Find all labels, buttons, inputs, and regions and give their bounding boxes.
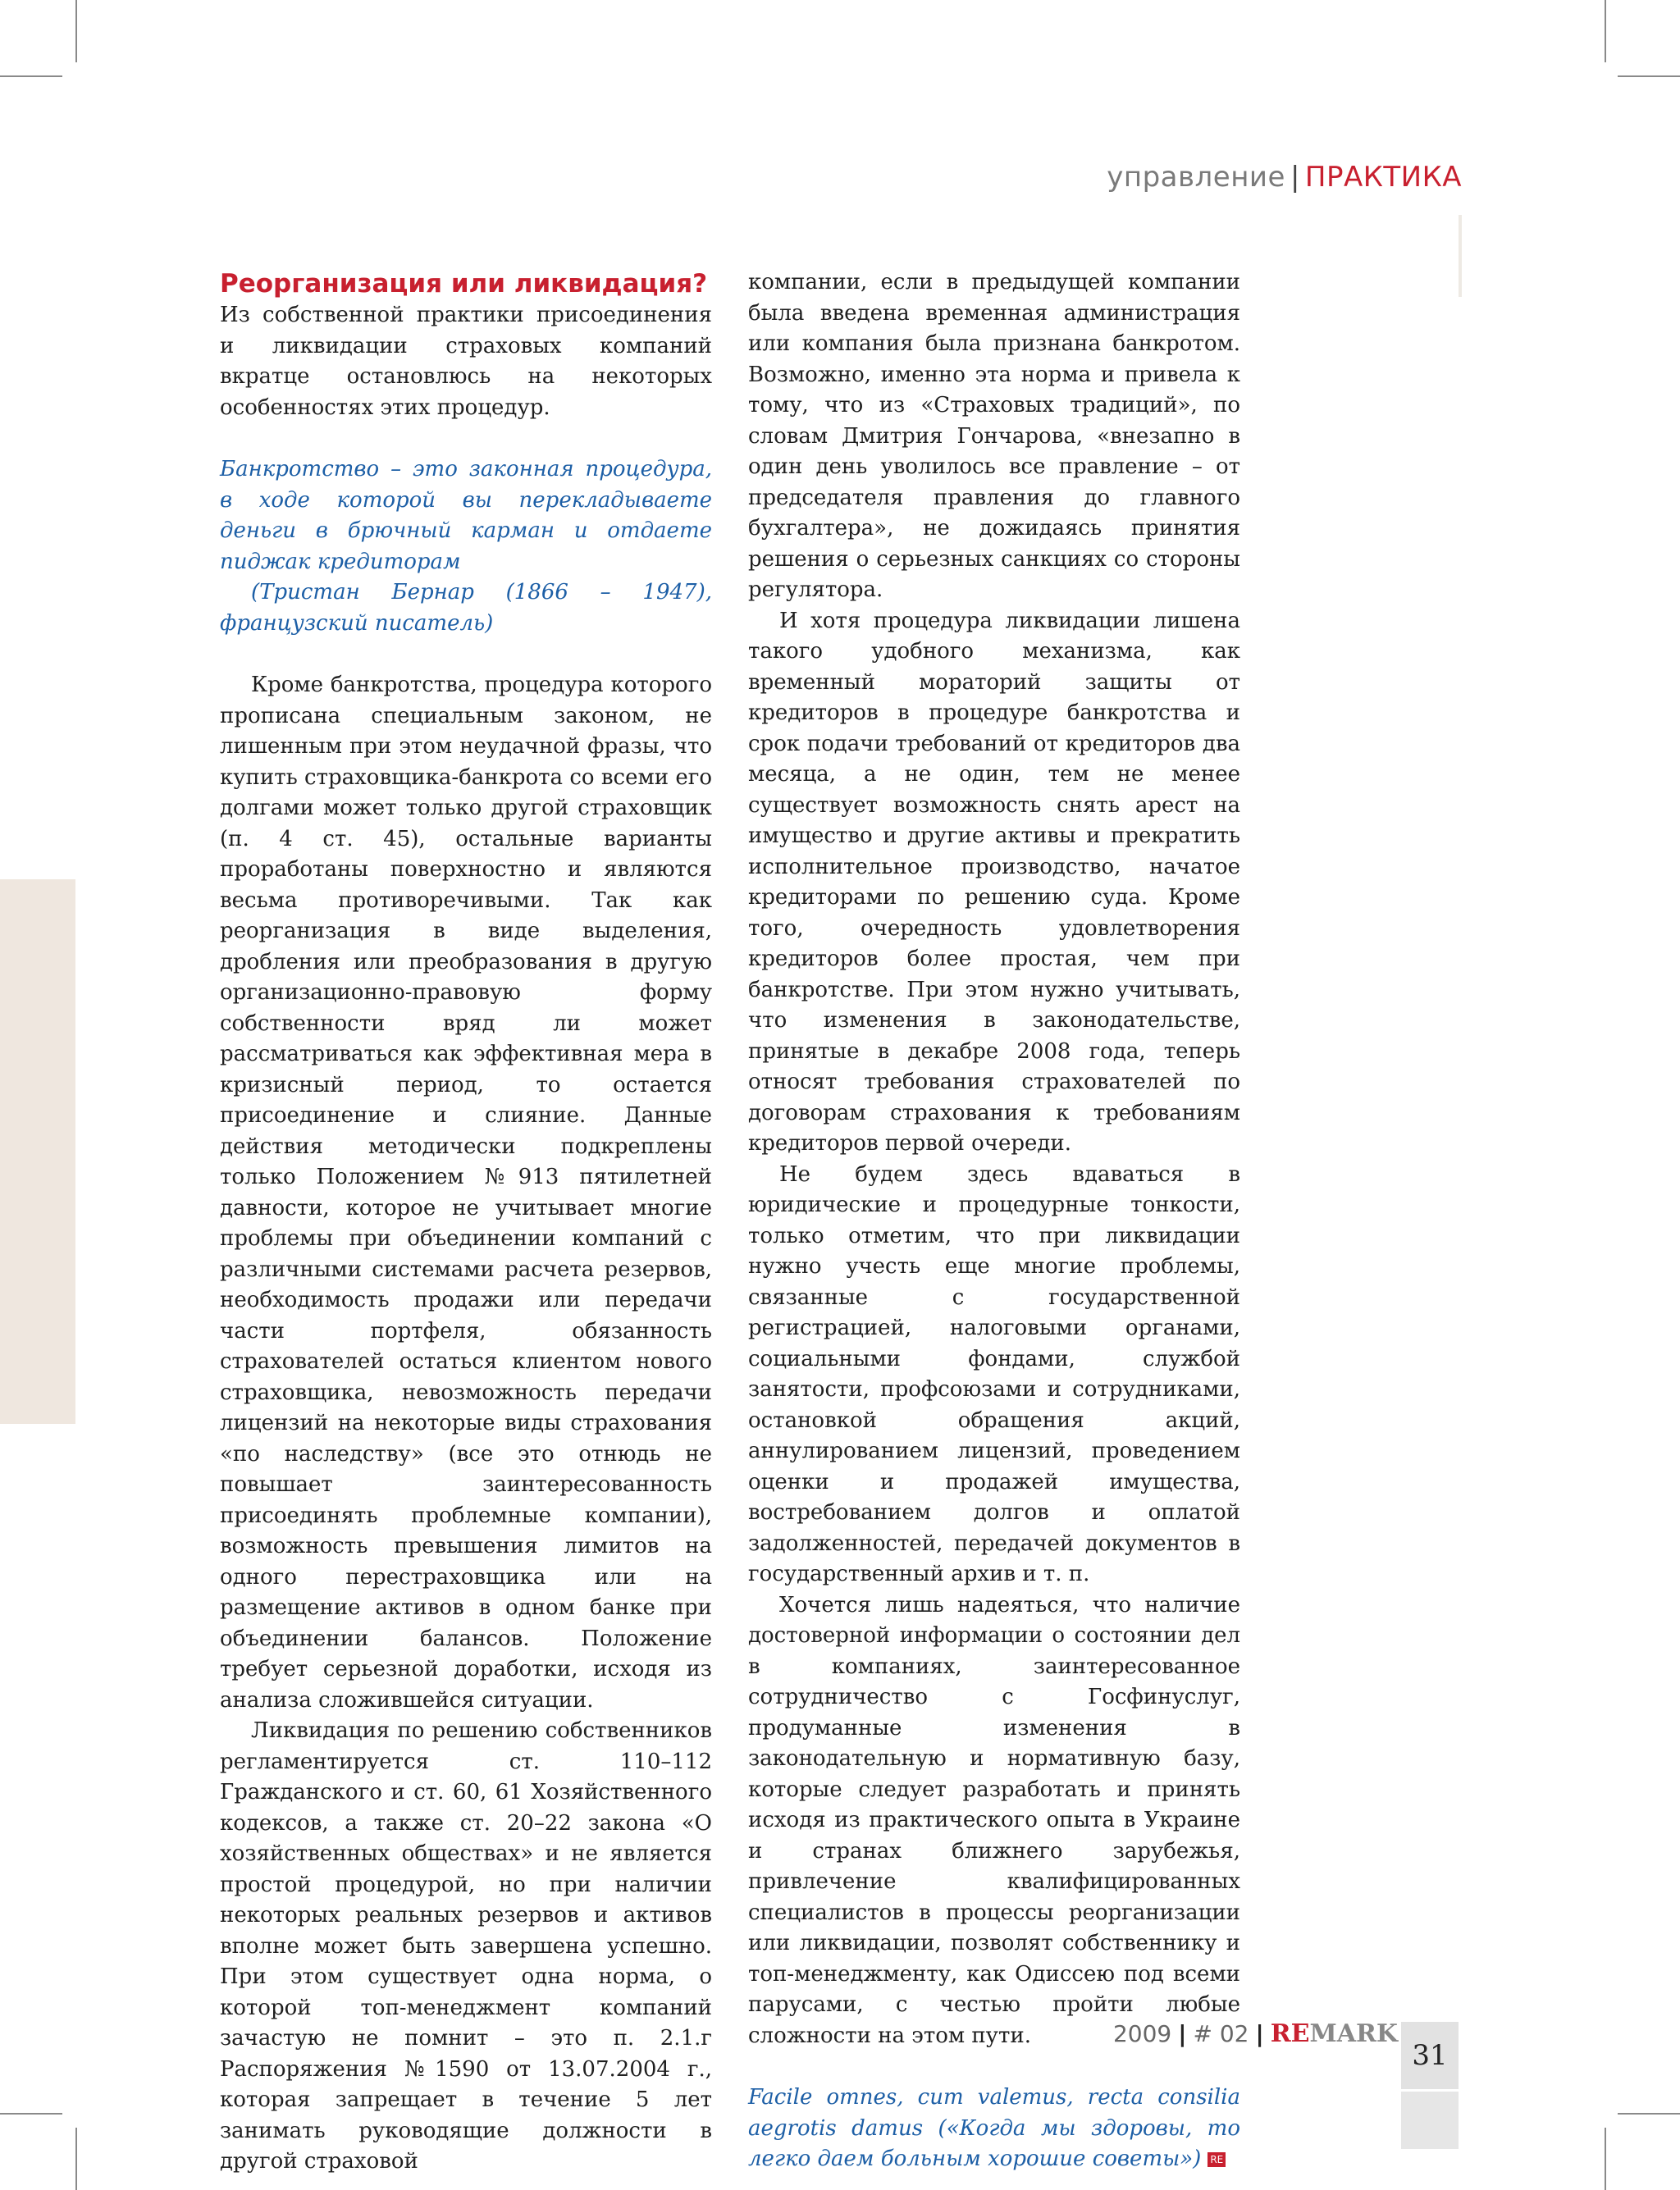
body-paragraph: Не будем здесь вдаваться в юридические и процедурные тонкости, только отметим, что при ликвидации нужно учесть еще многие проблемы, связанные с государственной регистрацией, налоговыми органами, социальными фондами, службой занятости, профсоюзами и сотрудниками, остановкой обращения акций, аннулированием лицензий, проведением оценки и продажей имущества, востребованием долгов и оплатой задолженностей, передачей документов в государственный архив и т. п. bbox=[748, 1161, 1240, 1586]
page-footer bbox=[1113, 2019, 1398, 2048]
crop-mark bbox=[1618, 2113, 1680, 2115]
crop-mark bbox=[1605, 2128, 1606, 2190]
issue-year: 2009 bbox=[1112, 2020, 1172, 2047]
epigraph-author: (Тристан Бернар (1866 – 1947), французский писатель) bbox=[220, 580, 712, 636]
crop-mark bbox=[75, 2128, 77, 2190]
header-separator: | bbox=[1290, 161, 1300, 194]
spacer bbox=[220, 639, 712, 670]
page-tab bbox=[1401, 2092, 1459, 2149]
epigraph-text: Банкротство – это законная процедура, в ходе которой вы перекладываете деньги в брючный карман и отдаете пиджак кредиторам bbox=[220, 457, 712, 574]
crop-mark bbox=[1605, 0, 1606, 62]
section-header bbox=[1107, 161, 1462, 194]
body-paragraph: компании, если в предыдущей компании была введена временная администрация или компания была признана банкротом. Возможно, именно эта норма и привела к тому, что из «Страховых традиций», по словам Дмитрия Гончарова, «внезапно в один день уволилось все правление – от председателя правления до главного бухгалтера», не дожидаясь принятия решения о серьезных санкциях со стороны регулятора. bbox=[748, 270, 1240, 602]
body-paragraph: Хочется лишь надеяться, что наличие достоверной информации о состоянии дел в компаниях, заинтересованное сотрудничество с Госфинуслуг, продуманные изменения в законодательную и нормативную базу, которые следует разработать и принять исходя из практического опыта в Украине и странах ближнего зарубежья, привлечение квалифицированных специалистов в процессы реорганизации или ликвидации, позволят собственнику и топ-менеджменту, как Одиссею под всеми парусами, с честью пройти любые сложности на этом пути. bbox=[748, 1592, 1240, 2048]
spacer bbox=[748, 2051, 1240, 2083]
closing-quote bbox=[748, 2083, 1240, 2175]
article-intro: Из собственной практики присоединения и ликвидации страховых компаний вкратце остановлюсь на некоторых особенностях этих процедур. bbox=[220, 303, 712, 420]
body-paragraph: Кроме банкротства, процедура которого прописана специальным законом, не лишенным при этом неудачной фразы, что купить страховщика-банкрота со всеми его долгами может только другой страховщик (п. 4 ст. 45), остальные варианты проработаны поверхностно и являются весьма противоречивыми. Так как реорганизация в виде выделения, дробления или преобразования в другую организационно-правовую форму собственности вряд ли может рассматриваться как эффективная мера в кризисный период, то остается присоединение и слияние. Данные действия методически подкреплены только Положением №913 пятилетней давности, которое не учитывает многие проблемы при объединении компаний с различными системами расчета резервов, необходимость продажи или передачи части портфеля, обязанность страхователей остаться клиентом нового страховщика, невозможность передачи лицензий на некоторые виды страхования «по наследству» (все это отнюдь не повышает заинтересованность присоединять проблемные компании), возможность превышения лимитов на одного перестраховщика или на размещение активов в одном банке при объединении балансов. Положение требует серьезной доработки, исходя из анализа сложившейся ситуации. bbox=[220, 673, 712, 1713]
logo-gray-part: MARK bbox=[1309, 2019, 1398, 2048]
side-color-band bbox=[0, 879, 75, 1424]
right-edge-strip bbox=[1459, 215, 1462, 297]
end-of-article-mark: RE bbox=[1208, 2152, 1226, 2167]
page-number: 31 bbox=[1401, 2022, 1459, 2089]
section-category: ПРАКТИКА bbox=[1304, 161, 1462, 194]
magazine-logo bbox=[1271, 2019, 1398, 2048]
crop-mark bbox=[0, 75, 62, 77]
crop-mark bbox=[0, 2113, 62, 2115]
body-paragraph: Ликвидация по решению собственников регламентируется ст. 110–112 Гражданского и ст. 60, 61 Хозяйственного кодексов, а также ст. 20–22 закона «О хозяйственных обществах» и не является простой процедурой, но при наличии некоторых реальных резервов и активов вполне может быть завершена успешно. При этом существует одна норма, о которой топ-менеджмент компаний зачастую не помнит – это п. 2.1.г Распоряжения №1590 от 13.07.2004 г., которая запрещает в течение 5 лет занимать руководящие должности в другой страховой bbox=[220, 1718, 712, 2174]
closing-quote-text: Facile omnes, cum valemus, recta consilia aegrotis damus («Когда мы здоровы, то легко даем больным хорошие советы») bbox=[748, 2085, 1240, 2171]
footer-separator: | bbox=[1178, 2020, 1187, 2047]
crop-mark bbox=[1618, 75, 1680, 77]
issue-number: # 02 bbox=[1193, 2020, 1249, 2047]
spacer bbox=[220, 423, 712, 454]
body-paragraph: И хотя процедура ликвидации лишена такого удобного механизма, как временный мораторий защиты от кредиторов в процедуре банкротства и срок подачи требований от кредиторов два месяца, а не один, тем не менее существует возможность снять арест на имущество и другие активы и прекратить исполнительное производство, начатое кредиторами по решению суда. Кроме того, очередность удовлетворения кредиторов более простая, чем при банкротстве. При этом нужно учитывать, что изменения в законодательстве, принятые в декабре 2008 года, теперь относят требования страхователей по договорам страхования к требованиям кредиторов первой очереди. bbox=[748, 608, 1240, 1156]
footer-separator: | bbox=[1255, 2020, 1264, 2047]
section-label: управление bbox=[1107, 161, 1285, 194]
crop-mark bbox=[75, 0, 77, 62]
logo-red-part: RE bbox=[1270, 2019, 1310, 2048]
article-column-right bbox=[748, 267, 1240, 2175]
article-heading: Реорганизация или ликвидация? bbox=[220, 269, 708, 299]
article-column-left bbox=[220, 267, 712, 2178]
